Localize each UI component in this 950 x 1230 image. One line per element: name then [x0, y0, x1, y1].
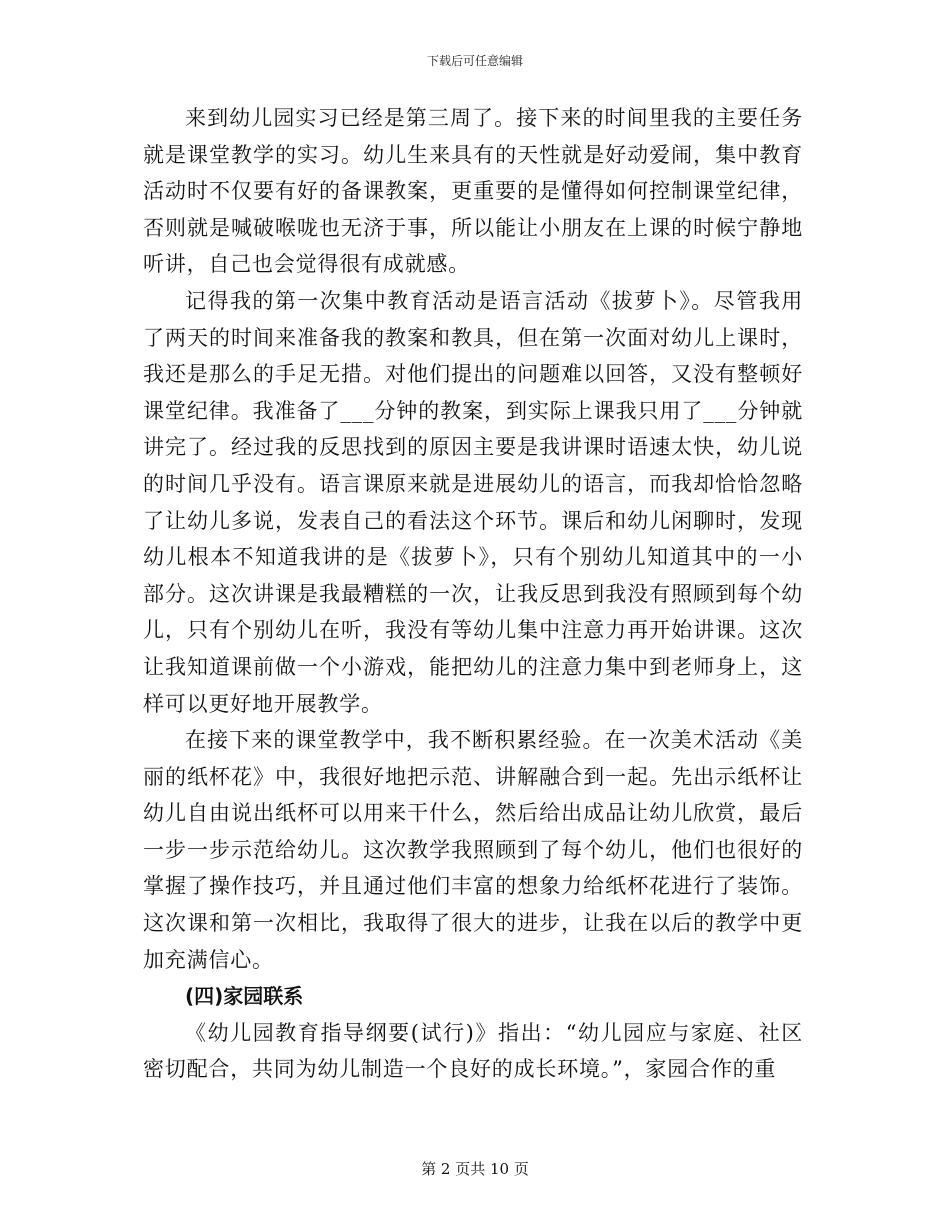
page-header: 下载后可任意编辑	[426, 54, 523, 68]
section-heading: (四)家园联系	[185, 984, 304, 1009]
paragraph-home-school: 《幼儿园教育指导纲要(试行)》指出：“幼儿园应与家庭、社区密切配合，共同为幼儿制造一个良好的成长环境。”，家园合作的重	[143, 1020, 803, 1082]
document-body	[143, 100, 803, 1088]
paragraph-first-lesson: 记得我的第一次集中教育活动是语言活动《拔萝卜》。尽管我用了两天的时间来准备我的教案和教具，但在第一次面对幼儿上课时，我还是那么的手足无措。对他们提出的问题难以回答，又没有整顿好课堂纪律。我准备了___分钟的教案，到实际上课我只用了___分钟就讲完了。经过我的反思找到的原因主要是我讲课时语速太快，幼儿说的时间几乎没有。语言课原来就是进展幼儿的语言，而我却恰恰忽略了让幼儿多说，发表自己的看法这个环节。课后和幼儿闲聊时，发现幼儿根本不知道我讲的是《拔萝卜》，只有个别幼儿知道其中的一小部分。这次讲课是我最糟糕的一次，让我反思到我没有照顾到每个幼儿，只有个别幼儿在听，我没有等幼儿集中注意力再开始讲课。这次让我知道课前做一个小游戏，能把幼儿的注意力集中到老师身上，这样可以更好地开展教学。	[143, 288, 803, 716]
paragraph-internship-week: 来到幼儿园实习已经是第三周了。接下来的时间里我的主要任务就是课堂教学的实习。幼儿生来具有的天性就是好动爱闹，集中教育活动时不仅要有好的备课教案，更重要的是懂得如何控制课堂纪律，否则就是喊破喉咙也无济于事，所以能让小朋友在上课的时候宁静地听讲，自己也会觉得很有成就感。	[143, 106, 803, 277]
paragraph-art-lesson: 在接下来的课堂教学中，我不断积累经验。在一次美术活动《美丽的纸杯花》中，我很好地把示范、讲解融合到一起。先出示纸杯让幼儿自由说出纸杯可以用来干什么，然后给出成品让幼儿欣赏，最后一步一步示范给幼儿。这次教学我照顾到了每个幼儿，他们也很好的掌握了操作技巧，并且通过他们丰富的想象力给纸杯花进行了装饰。这次课和第一次相比，我取得了很大的进步，让我在以后的教学中更加充满信心。	[143, 728, 803, 972]
page-footer: 第 2 页共 10 页	[421, 1160, 529, 1178]
